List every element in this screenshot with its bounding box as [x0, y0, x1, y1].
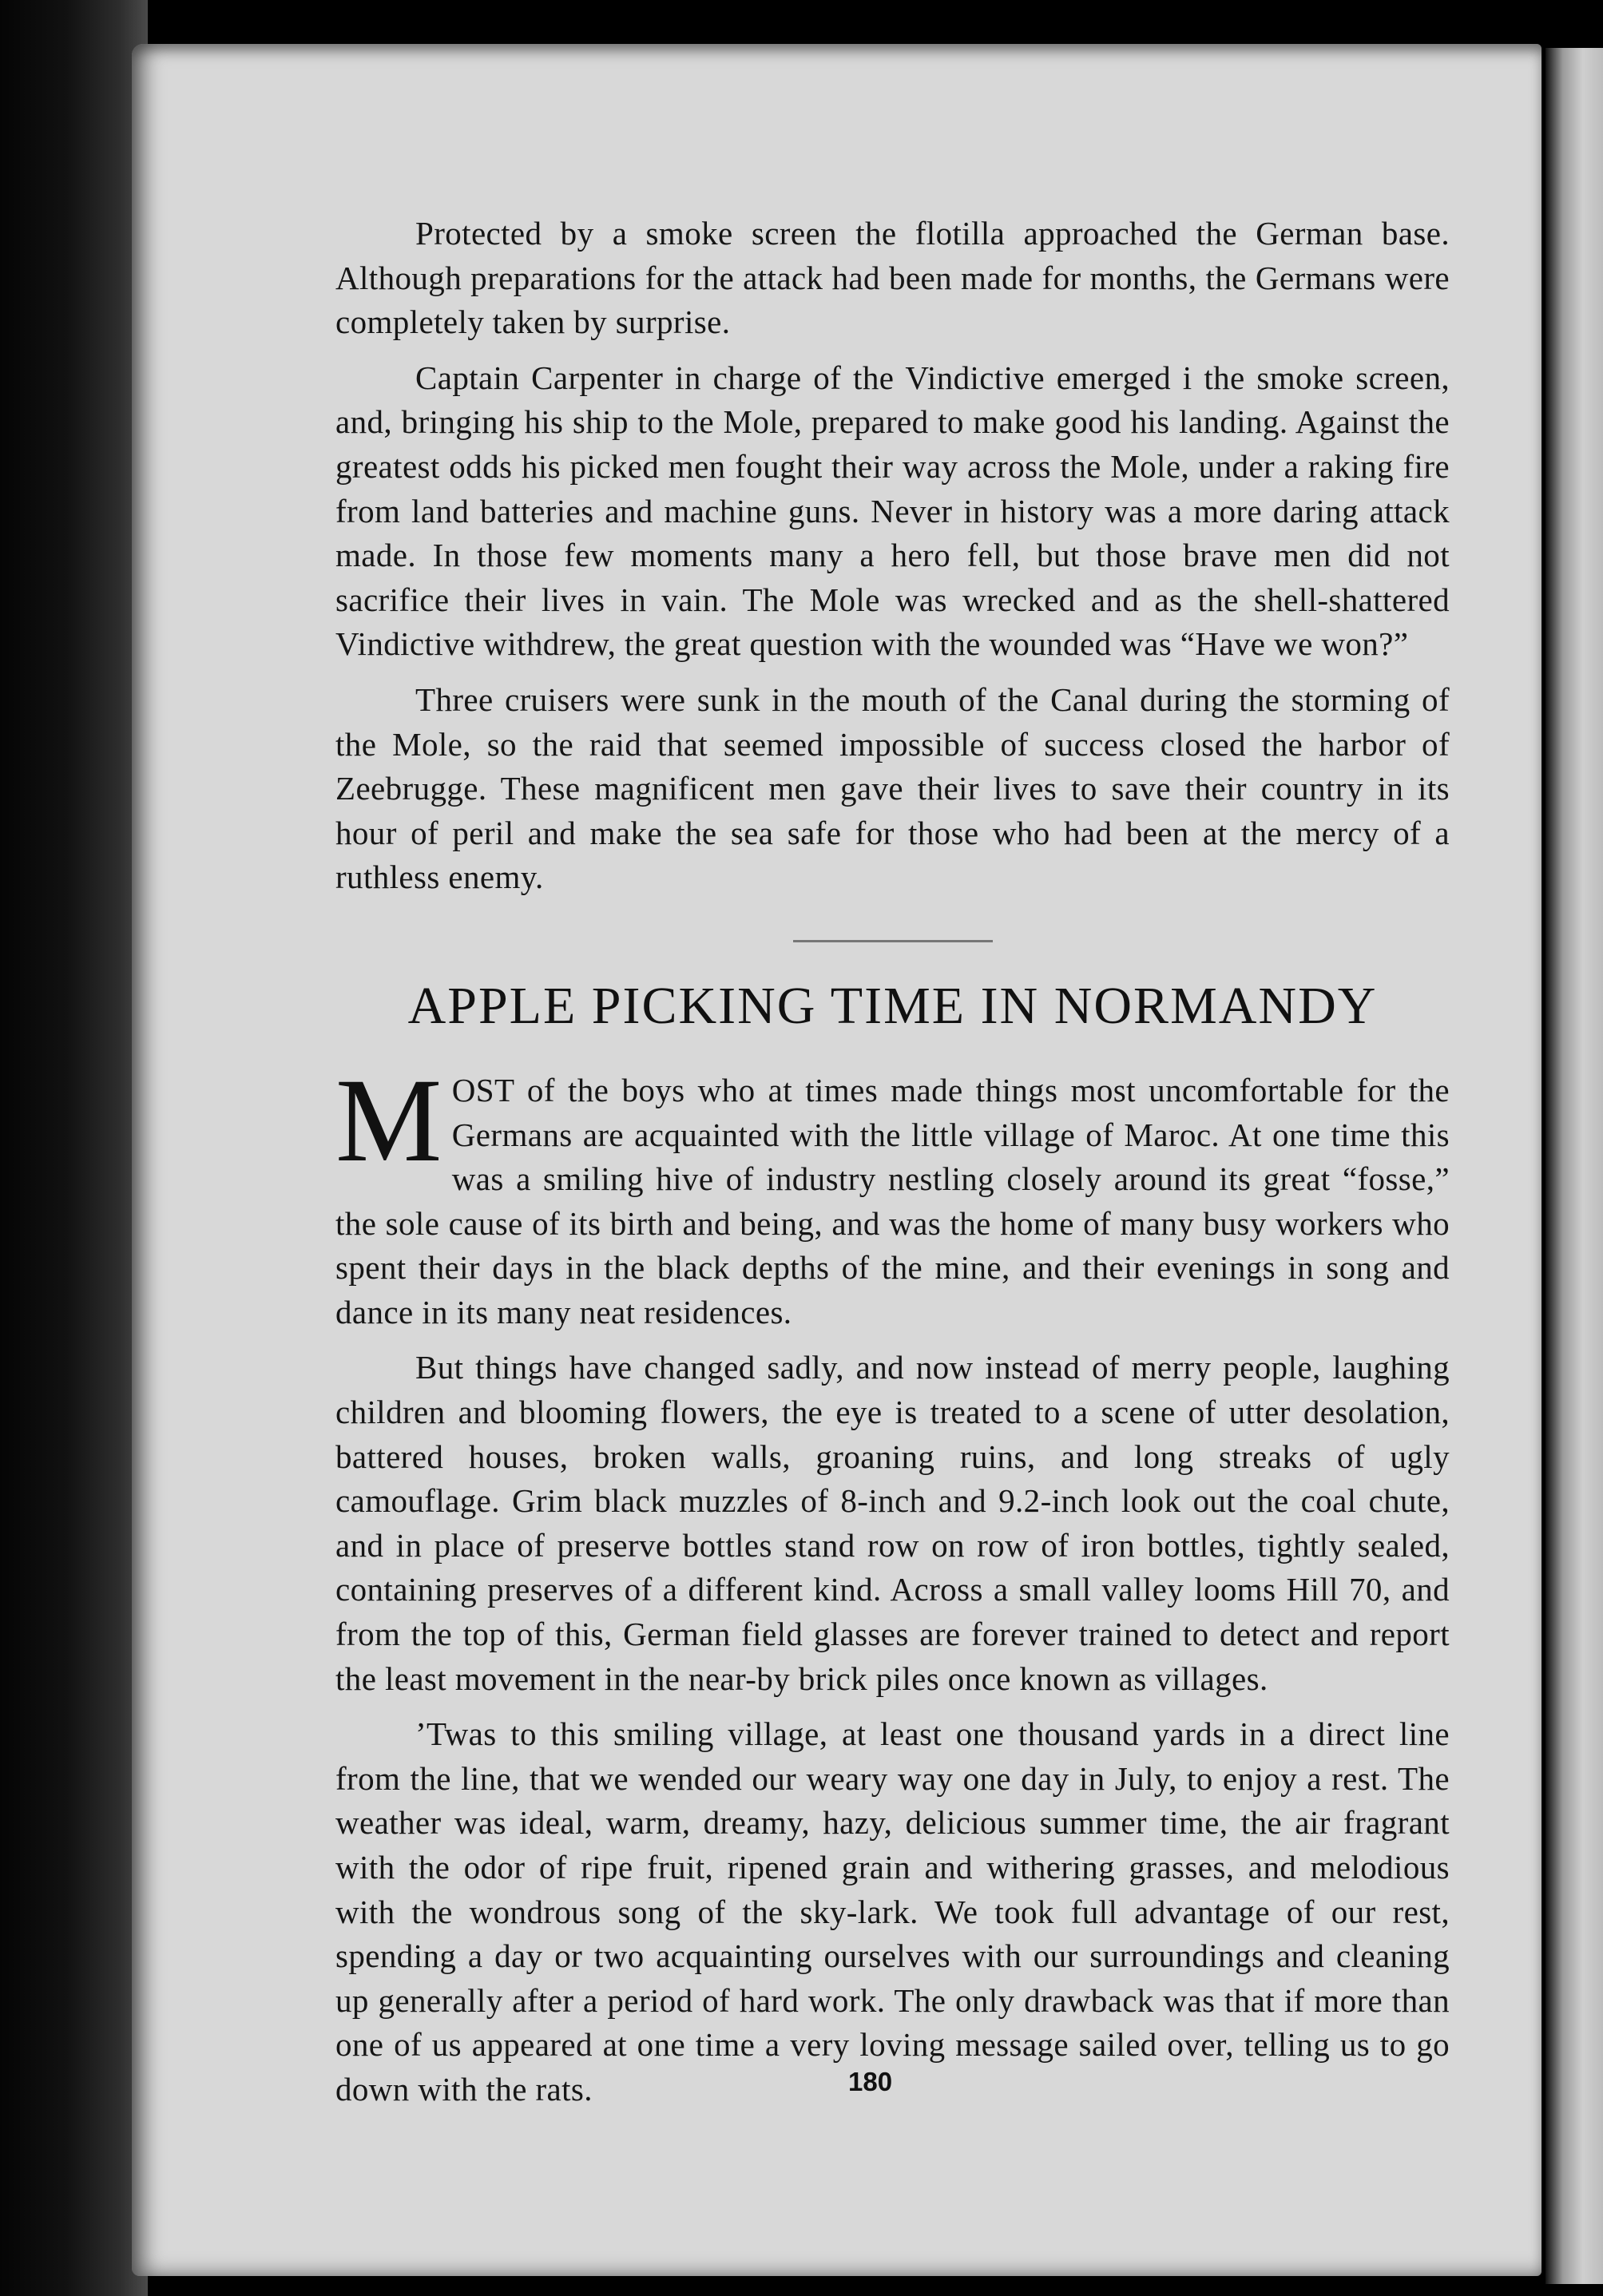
first-paragraph-text: OST of the boys who at times made things most uncomfortable for the Germans are acquainted with the little village of Maroc. At one time this was a smiling hive of industry nestling closely around its great “fosse,” the sole cause of its birth and being, and was the home of many busy workers who spent their days in the black depths of the mine, and their evenings in song and dance in its many neat residences.	[335, 1071, 1450, 1330]
facing-page-edge	[1545, 48, 1603, 2284]
section-divider	[793, 940, 993, 942]
article-title: APPLE PICKING TIME IN NORMANDY	[407, 976, 1378, 1035]
article-paragraph-2: But things have changed sadly, and now instead of merry people, laughing children and blooming flowers, the eye is treated to a scene of utter desolation, battered houses, broken walls, groaning ruins, and long streaks of ugly camouflage. Grim black muzzles of 8-inch and 9.2-inch look out the coal chute, and in place of preserve bottles stand row on row of iron bottles, tightly sealed, containing preserves of a different kind. Across a small valley looms Hill 70, and from the top of this, German field glasses are forever trained to detect and report the least movement in the near-by brick piles once known as villages.	[335, 1349, 1450, 1697]
page-number: 180	[848, 2067, 893, 2096]
paragraph-3: Three cruisers were sunk in the mouth of the Canal during the storming of the Mole, so the raid that seemed impossible of success closed the harbor of Zeebrugge. These magnificent men gave their lives to save their country in its hour of peril and make the sea safe for those who had been at the mercy of a ruthless enemy.	[335, 680, 1450, 896]
page-text-column	[335, 212, 1450, 2112]
drop-cap: M	[335, 1053, 442, 1187]
paragraph-1: Protected by a smoke screen the flotilla approached the German base. Although preparations for the attack had been made for months, the Germans were completely taken by surprise.	[335, 215, 1450, 341]
article-paragraph-3: ’Twas to this smiling village, at least one thousand yards in a direct line from the line, that we wended our weary way one day in July, to enjoy a rest. The weather was ideal, warm, dreamy, hazy, delicious summer time, the air fragrant with the odor of ripe fruit, ripened grain and withering grasses, and melodious with the wondrous song of the sky-lark. We took full advantage of our rest, spending a day or two acquainting ourselves with our surroundings and cleaning up generally after a period of hard work. The only drawback was that if more than one of us appeared at one time a very loving message sailed over, telling us to go down with the rats.	[335, 1715, 1450, 2108]
paragraph-2: Captain Carpenter in charge of the Vindictive emerged i the smoke screen, and, bringing his ship to the Mole, prepared to make good his landing. Against the greatest odds his picked men fought their way across the Mole, under a raking fire from land batteries and machine guns. Never in history was a more daring attack made. In those few moments many a hero fell, but those brave men did not sacrifice their lives in vain. The Mole was wrecked and as the shell-shattered Vindictive withdrew, the great question with the wounded was “Have we won?”	[335, 359, 1450, 663]
article-first-paragraph	[335, 1053, 1450, 1335]
book-spine-shadow	[0, 0, 148, 2296]
